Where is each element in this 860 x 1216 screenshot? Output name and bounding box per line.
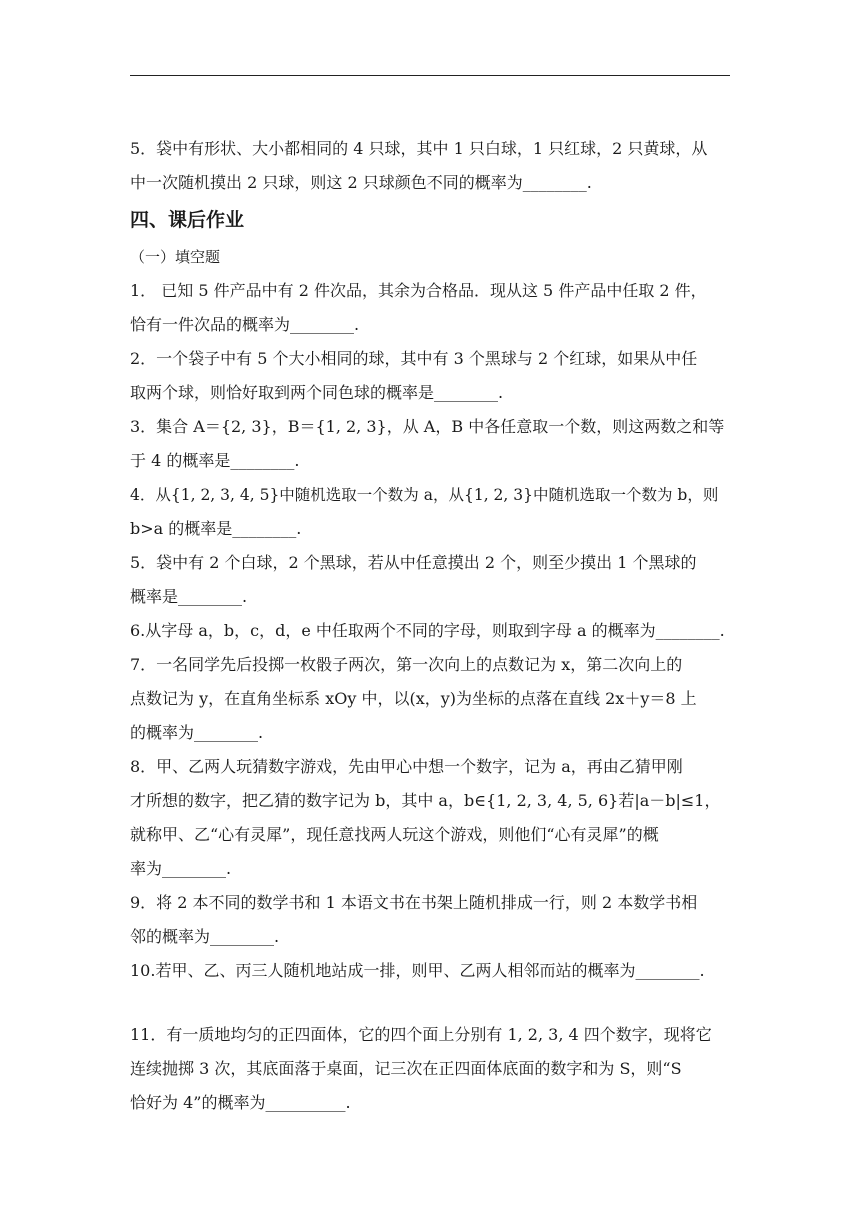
question-6 [130, 614, 730, 648]
question-line: 6.从字母 a，b，c，d，e 中任取两个不同的字母，则取到字母 a 的概率为________. [130, 621, 725, 640]
question-7 [130, 648, 730, 750]
section-subtitle: （一）填空题 [130, 248, 221, 266]
question-line: 点数记为 y，在直角坐标系 xOy 中，以(x，y)为坐标的点落在直线 2x＋y＝8 上 [130, 689, 697, 708]
question-line: 就称甲、乙“心有灵犀”，现任意找两人玩这个游戏，则他们“心有灵犀”的概 [130, 825, 659, 844]
question-line: 概率是________. [130, 587, 248, 606]
question-line: 1． 已知 5 件产品中有 2 件次品，其余为合格品．现从这 5 件产品中任取 2 件， [130, 281, 707, 300]
question-line: 邻的概率为________. [130, 927, 280, 946]
question-line: 恰有一件次品的概率为________. [130, 315, 360, 334]
section-title: 四、课后作业 [130, 209, 245, 231]
question-line: 才所想的数字，把乙猜的数字记为 b，其中 a，b∈{1, 2, 3, 4, 5, 6}若|a－b|≤1， [130, 791, 721, 810]
question-3 [130, 410, 730, 478]
question-9 [130, 886, 730, 954]
question-1 [130, 274, 730, 342]
question-8 [130, 750, 730, 886]
question-line: 率为________. [130, 859, 232, 878]
question-line: 4．从{1, 2, 3, 4, 5}中随机选取一个数为 a，从{1, 2, 3}中随机选取一个数为 b，则 [130, 486, 719, 504]
question-line: 8．甲、乙两人玩猜数字游戏，先由甲心中想一个数字，记为 a，再由乙猜甲刚 [130, 757, 683, 776]
question-line: 的概率为________. [130, 723, 264, 742]
prev-question [130, 132, 730, 200]
question-11 [130, 1018, 730, 1120]
question-line: 5．袋中有 2 个白球，2 个黑球，若从中任意摸出 2 个，则至少摸出 1 个黑球的 [130, 553, 697, 572]
question-line: 取两个球，则恰好取到两个同色球的概率是________. [130, 383, 504, 402]
question-2 [130, 342, 730, 410]
question-10 [130, 954, 730, 988]
question-line: 7．一名同学先后投掷一枚骰子两次，第一次向上的点数记为 x，第二次向上的 [130, 655, 683, 674]
question-line: 11．有一质地均匀的正四面体，它的四个面上分别有 1, 2, 3, 4 四个数字，现将它 [130, 1025, 712, 1044]
question-4 [130, 478, 730, 546]
question-line: 2．一个袋子中有 5 个大小相同的球，其中有 3 个黑球与 2 个红球，如果从中任 [130, 349, 698, 368]
question-line: 恰好为 4”的概率为__________. [130, 1093, 351, 1112]
question-line: 5．袋中有形状、大小都相同的 4 只球，其中 1 只白球，1 只红球，2 只黄球，从 [130, 139, 708, 158]
blank-gap [130, 988, 730, 1018]
question-line: 10.若甲、乙、丙三人随机地站成一排，则甲、乙两人相邻而站的概率为________. [130, 961, 705, 980]
question-line: 3．集合 A＝{2, 3}，B＝{1, 2, 3}，从 A，B 中各任意取一个数，则这两数之和等 [130, 417, 725, 436]
question-line: 连续抛掷 3 次，其底面落于桌面，记三次在正四面体底面的数字和为 S，则“S [130, 1059, 682, 1078]
header-rule [130, 75, 730, 76]
question-line: 9．将 2 本不同的数学书和 1 本语文书在书架上随机排成一行，则 2 本数学书相 [130, 893, 698, 912]
question-5 [130, 546, 730, 614]
worksheet-content [130, 132, 730, 1120]
question-line: 中一次随机摸出 2 只球，则这 2 只球颜色不同的概率为________. [130, 173, 592, 192]
question-line: 于 4 的概率是________. [130, 451, 300, 470]
question-line: b>a 的概率是________. [130, 519, 302, 538]
